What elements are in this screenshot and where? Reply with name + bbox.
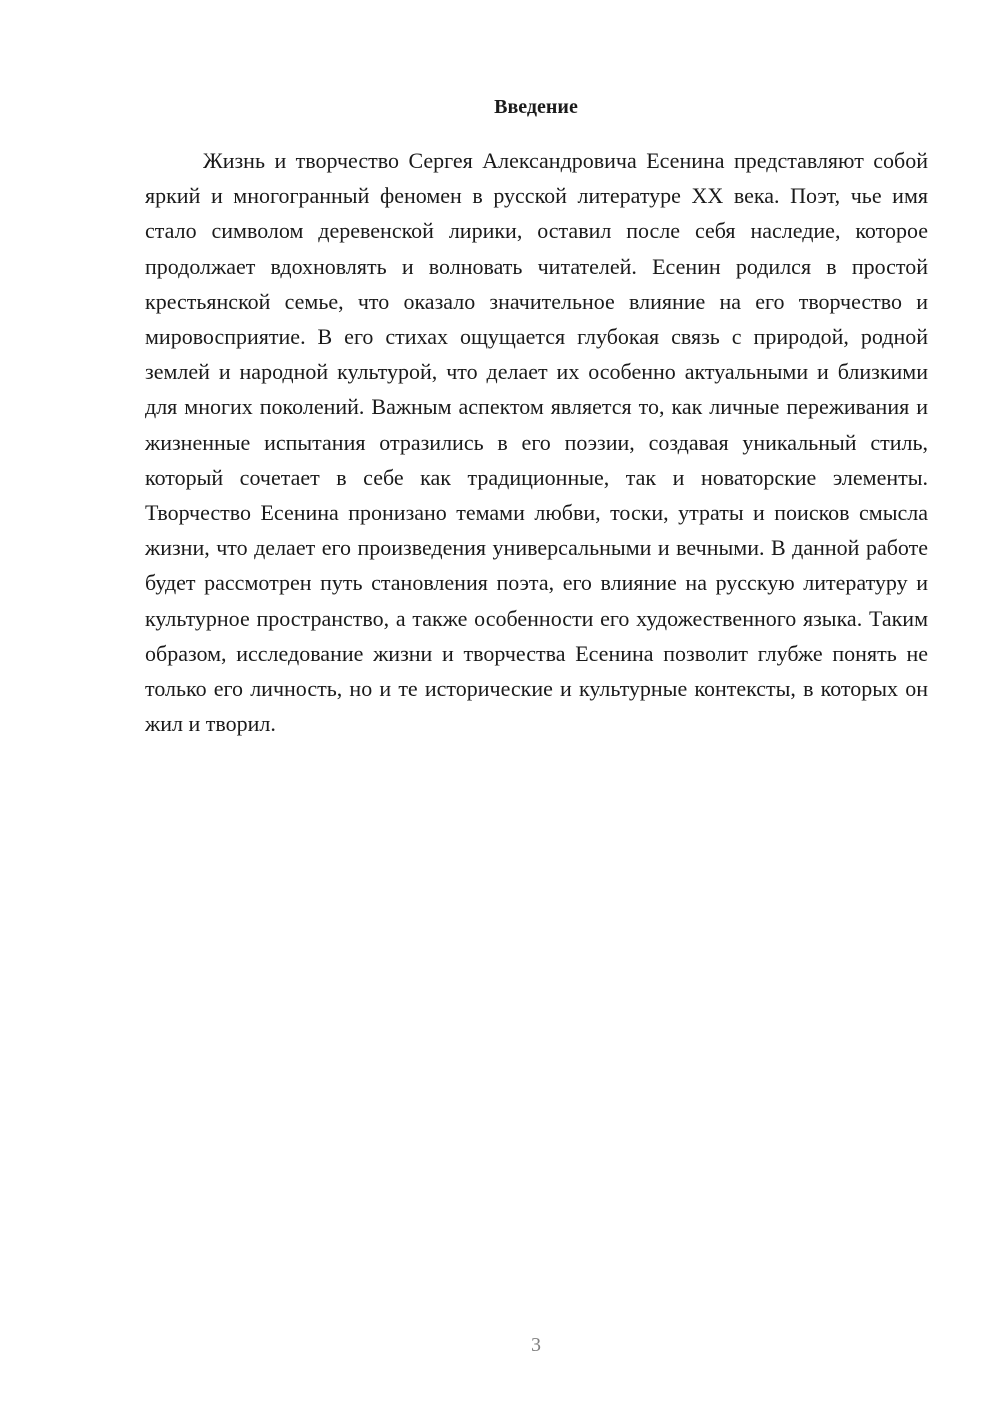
section-heading: Введение xyxy=(494,96,578,118)
body-paragraph: Жизнь и творчество Сергея Александровича Есенина представляют собой яркий и многогранный феномен в русской литературе XX века. Поэт, чье имя стало символом деревенской лирики, оставил после себя наследие, которое продолжает вдохновлять и волновать читателей. Есенин родился в простой крестьянской семье, что оказало значительное влияние на его творчество и мировосприятие. В его стихах ощущается глубокая связь с природой, родной землей и народной культурой, что делает их особенно актуальными и близкими для многих поколений. Важным аспектом является то, как личные переживания и жизненные испытания отразились в его поэзии, создавая уникальный стиль, который сочетает в себе как традиционные, так и новаторские элементы. Творчество Есенина пронизано темами любви, тоски, утраты и поисков смысла жизни, что делает его произведения универсальными и вечными. В данной работе будет рассмотрен путь становления поэта, его влияние на русскую литературу и культурное пространство, а также особенности его художественного языка. Таким образом, исследование жизни и творчества Есенина позволит глубже понять не только его личность, но и те исторические и культурные контексты, в которых он жил и творил. xyxy=(145,148,928,737)
page-number: 3 xyxy=(531,1334,541,1356)
